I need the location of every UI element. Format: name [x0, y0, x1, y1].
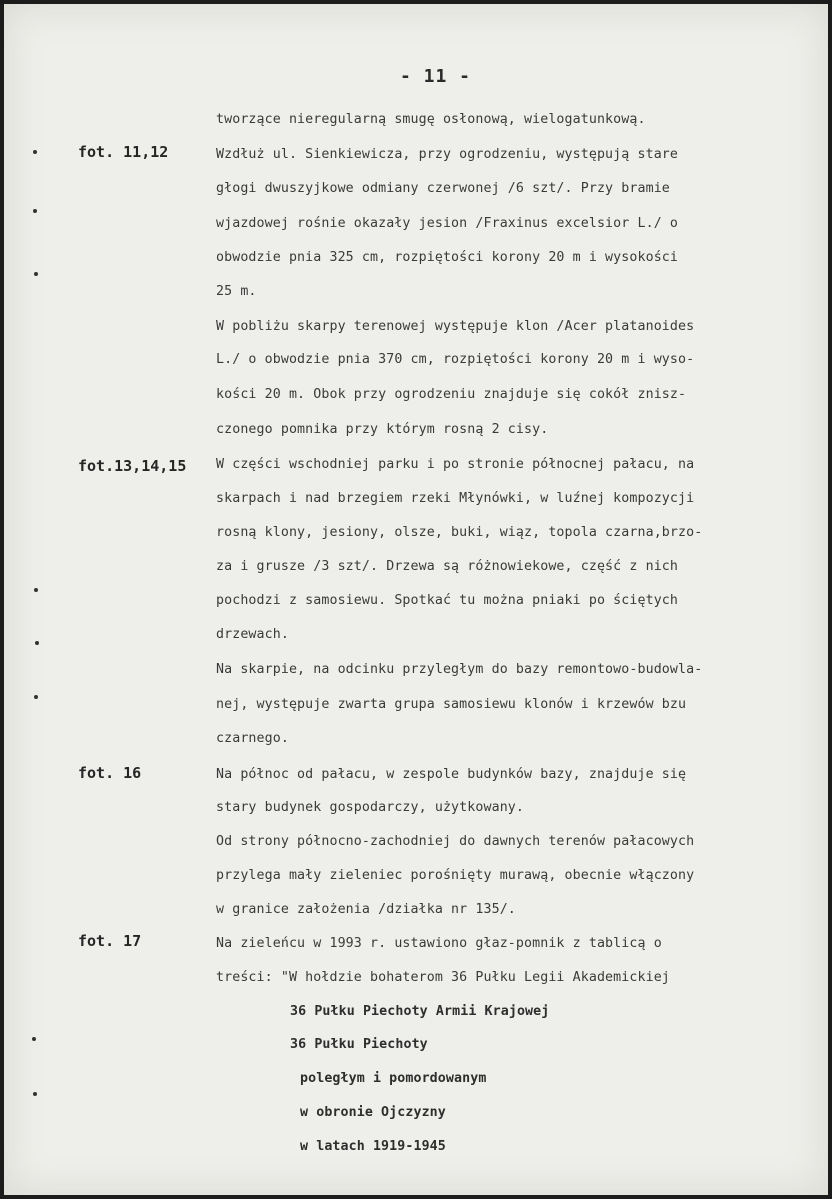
text-line: L./ o obwodzie pnia 370 cm, rozpiętości korony 20 m i wyso- — [216, 352, 695, 367]
inscription-line: w latach 1919-1945 — [300, 1139, 446, 1154]
text-line: wjazdowej rośnie okazały jesion /Fraxinus excelsior L./ o — [216, 216, 679, 231]
text-line: nej, występuje zwarta grupa samosiewu klonów i krzewów bzu — [216, 697, 687, 712]
text-line: Od strony północno-zachodniej do dawnych terenów pałacowych — [216, 834, 695, 849]
text-line: skarpach i nad brzegiem rzeki Młynówki, w luźnej kompozycji — [216, 491, 695, 506]
text-line: kości 20 m. Obok przy ogrodzeniu znajduje się cokół znisz- — [216, 387, 687, 402]
margin-mark — [34, 588, 38, 592]
text-line: przylega mały zieleniec porośnięty murawą, obecnie włączony — [216, 868, 695, 883]
margin-mark — [34, 695, 38, 699]
text-line: tworzące nieregularną smugę osłonową, wielogatunkową. — [216, 112, 646, 127]
margin-mark — [34, 272, 38, 276]
text-line: treści: "W hołdzie bohaterom 36 Pułku Legii Akademickiej — [216, 970, 670, 985]
text-line: obwodzie pnia 325 cm, rozpiętości korony 20 m i wysokości — [216, 250, 679, 265]
text-line: W części wschodniej parku i po stronie północnej pałacu, na — [216, 457, 695, 472]
text-line: stary budynek gospodarczy, użytkowany. — [216, 800, 525, 815]
text-line: za i grusze /3 szt/. Drzewa są różnowiekowe, część z nich — [216, 559, 679, 574]
inscription-line: w obronie Ojczyzny — [300, 1105, 446, 1120]
photo-label-17: fot. 17 — [78, 932, 142, 950]
text-line: pochodzi z samosiewu. Spotkać tu można pniaki po ściętych — [216, 593, 679, 608]
margin-mark — [35, 641, 39, 645]
text-line: Na północ od pałacu, w zespole budynków bazy, znajduje się — [216, 767, 687, 782]
inscription-line: poległym i pomordowanym — [300, 1071, 487, 1086]
text-line: w granice założenia /działka nr 135/. — [216, 902, 516, 917]
photo-label-13-15: fot.13,14,15 — [78, 457, 187, 475]
text-line: Na zieleńcu w 1993 r. ustawiono głaz-pomnik z tablicą o — [216, 936, 662, 951]
document-page — [4, 4, 828, 1195]
text-line: czonego pomnika przy którym rosną 2 cisy. — [216, 422, 549, 437]
text-line: czarnego. — [216, 731, 289, 746]
page-number: - 11 - — [400, 66, 472, 87]
margin-mark — [32, 1037, 36, 1041]
margin-mark — [33, 209, 37, 213]
text-line: 25 m. — [216, 284, 257, 299]
photo-label-11-12: fot. 11,12 — [78, 143, 169, 161]
photo-label-16: fot. 16 — [78, 764, 142, 782]
text-line: drzewach. — [216, 627, 289, 642]
inscription-line: 36 Pułku Piechoty — [290, 1037, 428, 1052]
text-line: głogi dwuszyjkowe odmiany czerwonej /6 szt/. Przy bramie — [216, 181, 670, 196]
text-line: W pobliżu skarpy terenowej występuje klon /Acer platanoides — [216, 319, 695, 334]
text-line: Na skarpie, na odcinku przyległym do bazy remontowo-budowla- — [216, 662, 703, 677]
inscription-line: 36 Pułku Piechoty Armii Krajowej — [290, 1004, 550, 1019]
text-line: Wzdłuż ul. Sienkiewicza, przy ogrodzeniu, występują stare — [216, 147, 679, 162]
margin-mark — [33, 1092, 37, 1096]
margin-mark — [33, 150, 37, 154]
text-line: rosną klony, jesiony, olsze, buki, wiąz, topola czarna,brzo- — [216, 525, 703, 540]
